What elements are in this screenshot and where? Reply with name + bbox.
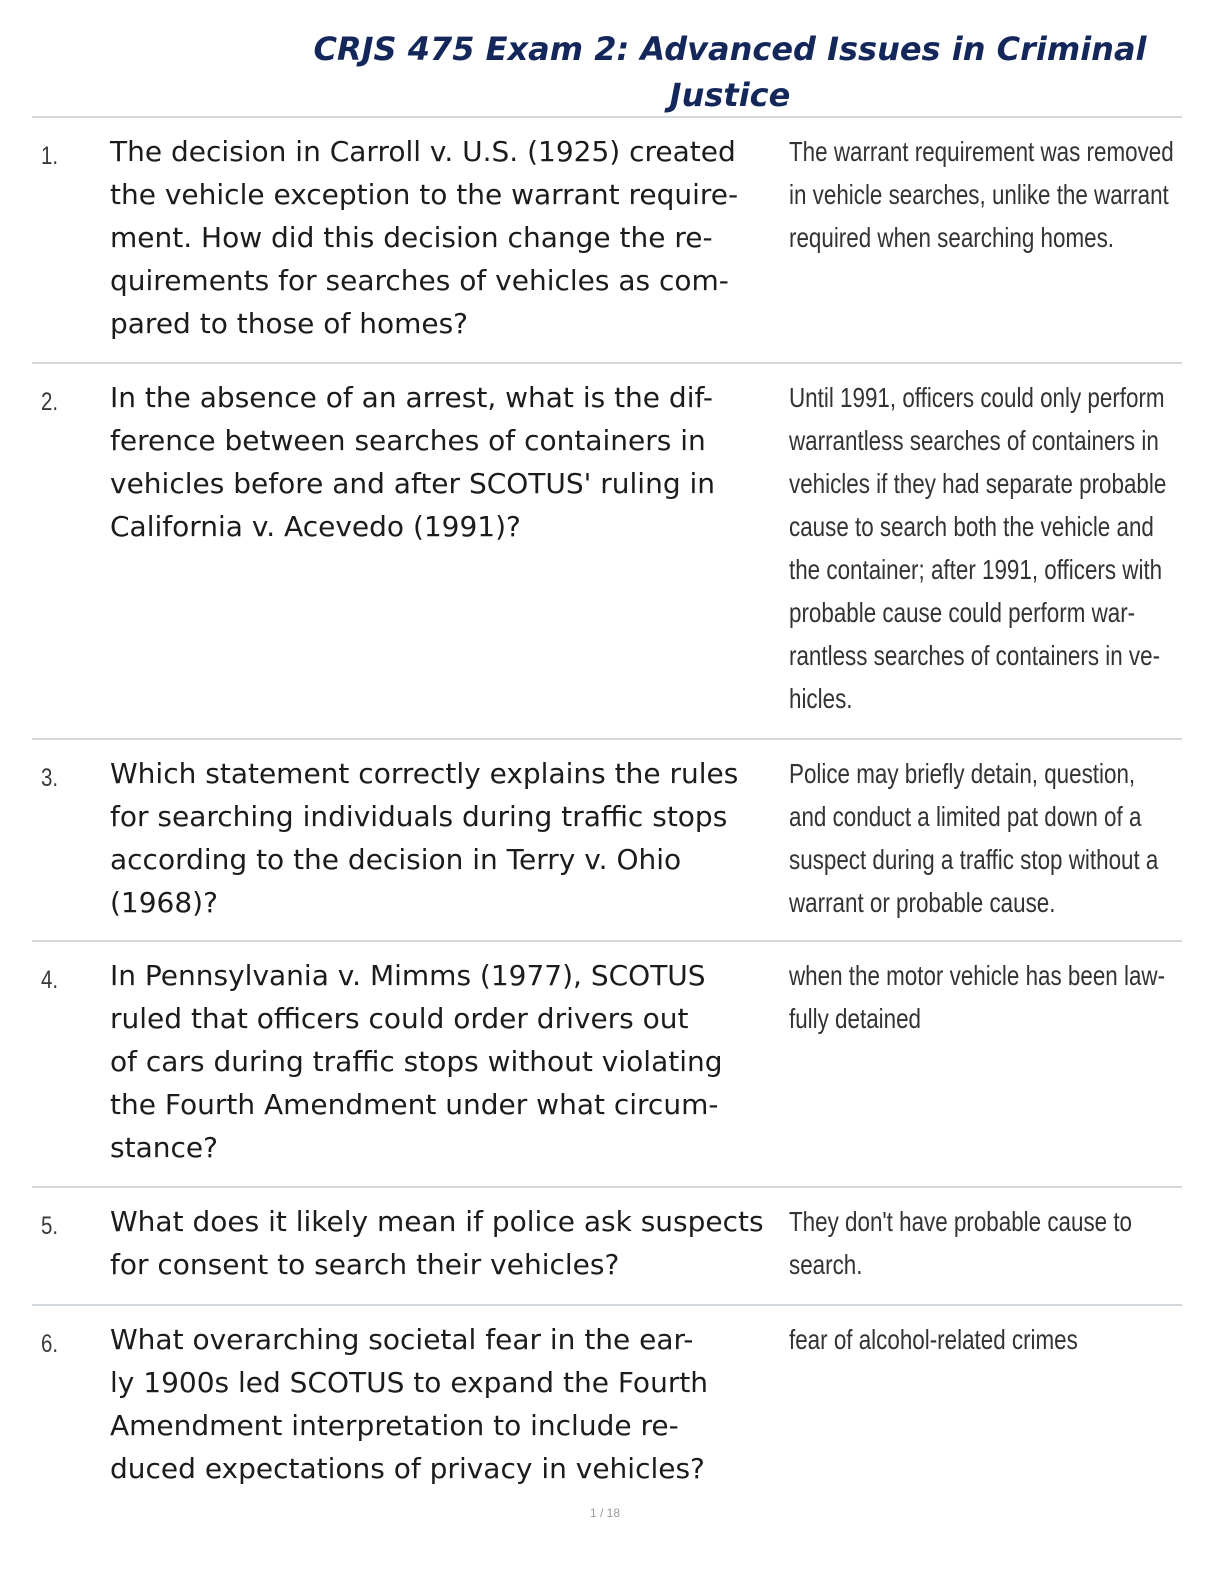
answer-line: required when searching homes. xyxy=(789,222,1114,253)
answer-text xyxy=(789,130,1174,259)
answer-line: vehicles if they had separate probable xyxy=(789,468,1167,499)
answer-text xyxy=(789,1200,1157,1286)
card-number: 6. xyxy=(41,1330,59,1358)
answer-line: search. xyxy=(789,1249,863,1280)
answer-line: warrant or probable cause. xyxy=(789,887,1056,918)
question-line: the Fourth Amendment under what circum- xyxy=(110,1088,719,1121)
flashcard-4 xyxy=(32,940,1182,1188)
question-text xyxy=(110,954,790,1169)
question-line: In the absence of an arrest, what is the dif- xyxy=(110,381,713,414)
card-number: 5. xyxy=(41,1212,59,1240)
answer-text xyxy=(789,954,1166,1040)
question-text xyxy=(110,1200,790,1286)
title-line-1: CRJS 475 Exam 2: Advanced Issues in Criminal xyxy=(313,30,1147,68)
question-line: stance? xyxy=(110,1131,218,1164)
answer-line: cause to search both the vehicle and xyxy=(789,511,1154,542)
question-line: ment. How did this decision change the re- xyxy=(110,221,713,254)
answer-line: in vehicle searches, unlike the warrant xyxy=(789,179,1169,210)
card-number: 3. xyxy=(41,764,59,792)
flashcard-3 xyxy=(32,738,1182,942)
flashcard-6 xyxy=(32,1304,1182,1502)
answer-line: when the motor vehicle has been law- xyxy=(789,960,1166,991)
question-line: ference between searches of containers in xyxy=(110,424,706,457)
question-line: In Pennsylvania v. Mimms (1977), SCOTUS xyxy=(110,959,706,992)
flashcard-2 xyxy=(32,362,1182,740)
answer-line: suspect during a traffic stop without a xyxy=(789,844,1159,875)
answer-line: Until 1991, officers could only perform xyxy=(789,382,1165,413)
answer-line: warrantless searches of containers in xyxy=(789,425,1159,456)
answer-line: fully detained xyxy=(789,1003,922,1034)
question-text xyxy=(110,130,790,345)
question-line: vehicles before and after SCOTUS' ruling in xyxy=(110,467,716,500)
flashcard-1 xyxy=(32,116,1182,364)
question-line: Which statement correctly explains the rules xyxy=(110,757,739,790)
question-line: ly 1900s led SCOTUS to expand the Fourth xyxy=(110,1366,709,1399)
question-line: (1968)? xyxy=(110,886,218,919)
card-number: 2. xyxy=(41,388,59,416)
question-text xyxy=(110,376,790,548)
answer-text xyxy=(789,376,1167,720)
answer-line: rantless searches of containers in ve- xyxy=(789,640,1161,671)
answer-line: They don't have probable cause to xyxy=(789,1206,1132,1237)
question-text xyxy=(110,752,790,924)
flashcard-5 xyxy=(32,1186,1182,1306)
answer-line: the container; after 1991, officers with xyxy=(789,554,1163,585)
answer-line: and conduct a limited pat down of a xyxy=(789,801,1142,832)
question-line: duced expectations of privacy in vehicles? xyxy=(110,1452,705,1485)
question-line: What overarching societal fear in the ear- xyxy=(110,1323,694,1356)
answer-text xyxy=(789,752,1157,924)
question-line: the vehicle exception to the warrant require- xyxy=(110,178,739,211)
page-title xyxy=(300,26,1160,118)
answer-line: Police may briefly detain, question, xyxy=(789,758,1136,789)
question-line: California v. Acevedo (1991)? xyxy=(110,510,521,543)
answer-text xyxy=(789,1318,1157,1361)
answer-line: hicles. xyxy=(789,683,853,714)
question-line: quirements for searches of vehicles as com- xyxy=(110,264,729,297)
question-line: What does it likely mean if police ask suspects xyxy=(110,1205,764,1238)
question-text xyxy=(110,1318,790,1490)
answer-line: The warrant requirement was removed xyxy=(789,136,1174,167)
question-line: Amendment interpretation to include re- xyxy=(110,1409,679,1442)
question-line: for consent to search their vehicles? xyxy=(110,1248,620,1281)
question-line: of cars during traffic stops without violating xyxy=(110,1045,723,1078)
card-number: 4. xyxy=(41,966,59,994)
answer-line: probable cause could perform war- xyxy=(789,597,1136,628)
page-number: 1 / 18 xyxy=(589,1506,621,1520)
card-number: 1. xyxy=(41,142,59,170)
question-line: according to the decision in Terry v. Ohio xyxy=(110,843,682,876)
question-line: ruled that officers could order drivers out xyxy=(110,1002,689,1035)
question-line: pared to those of homes? xyxy=(110,307,469,340)
answer-line: fear of alcohol-related crimes xyxy=(789,1324,1078,1355)
title-line-2: Justice xyxy=(669,76,791,114)
question-line: for searching individuals during traffic stops xyxy=(110,800,728,833)
question-line: The decision in Carroll v. U.S. (1925) created xyxy=(110,135,736,168)
